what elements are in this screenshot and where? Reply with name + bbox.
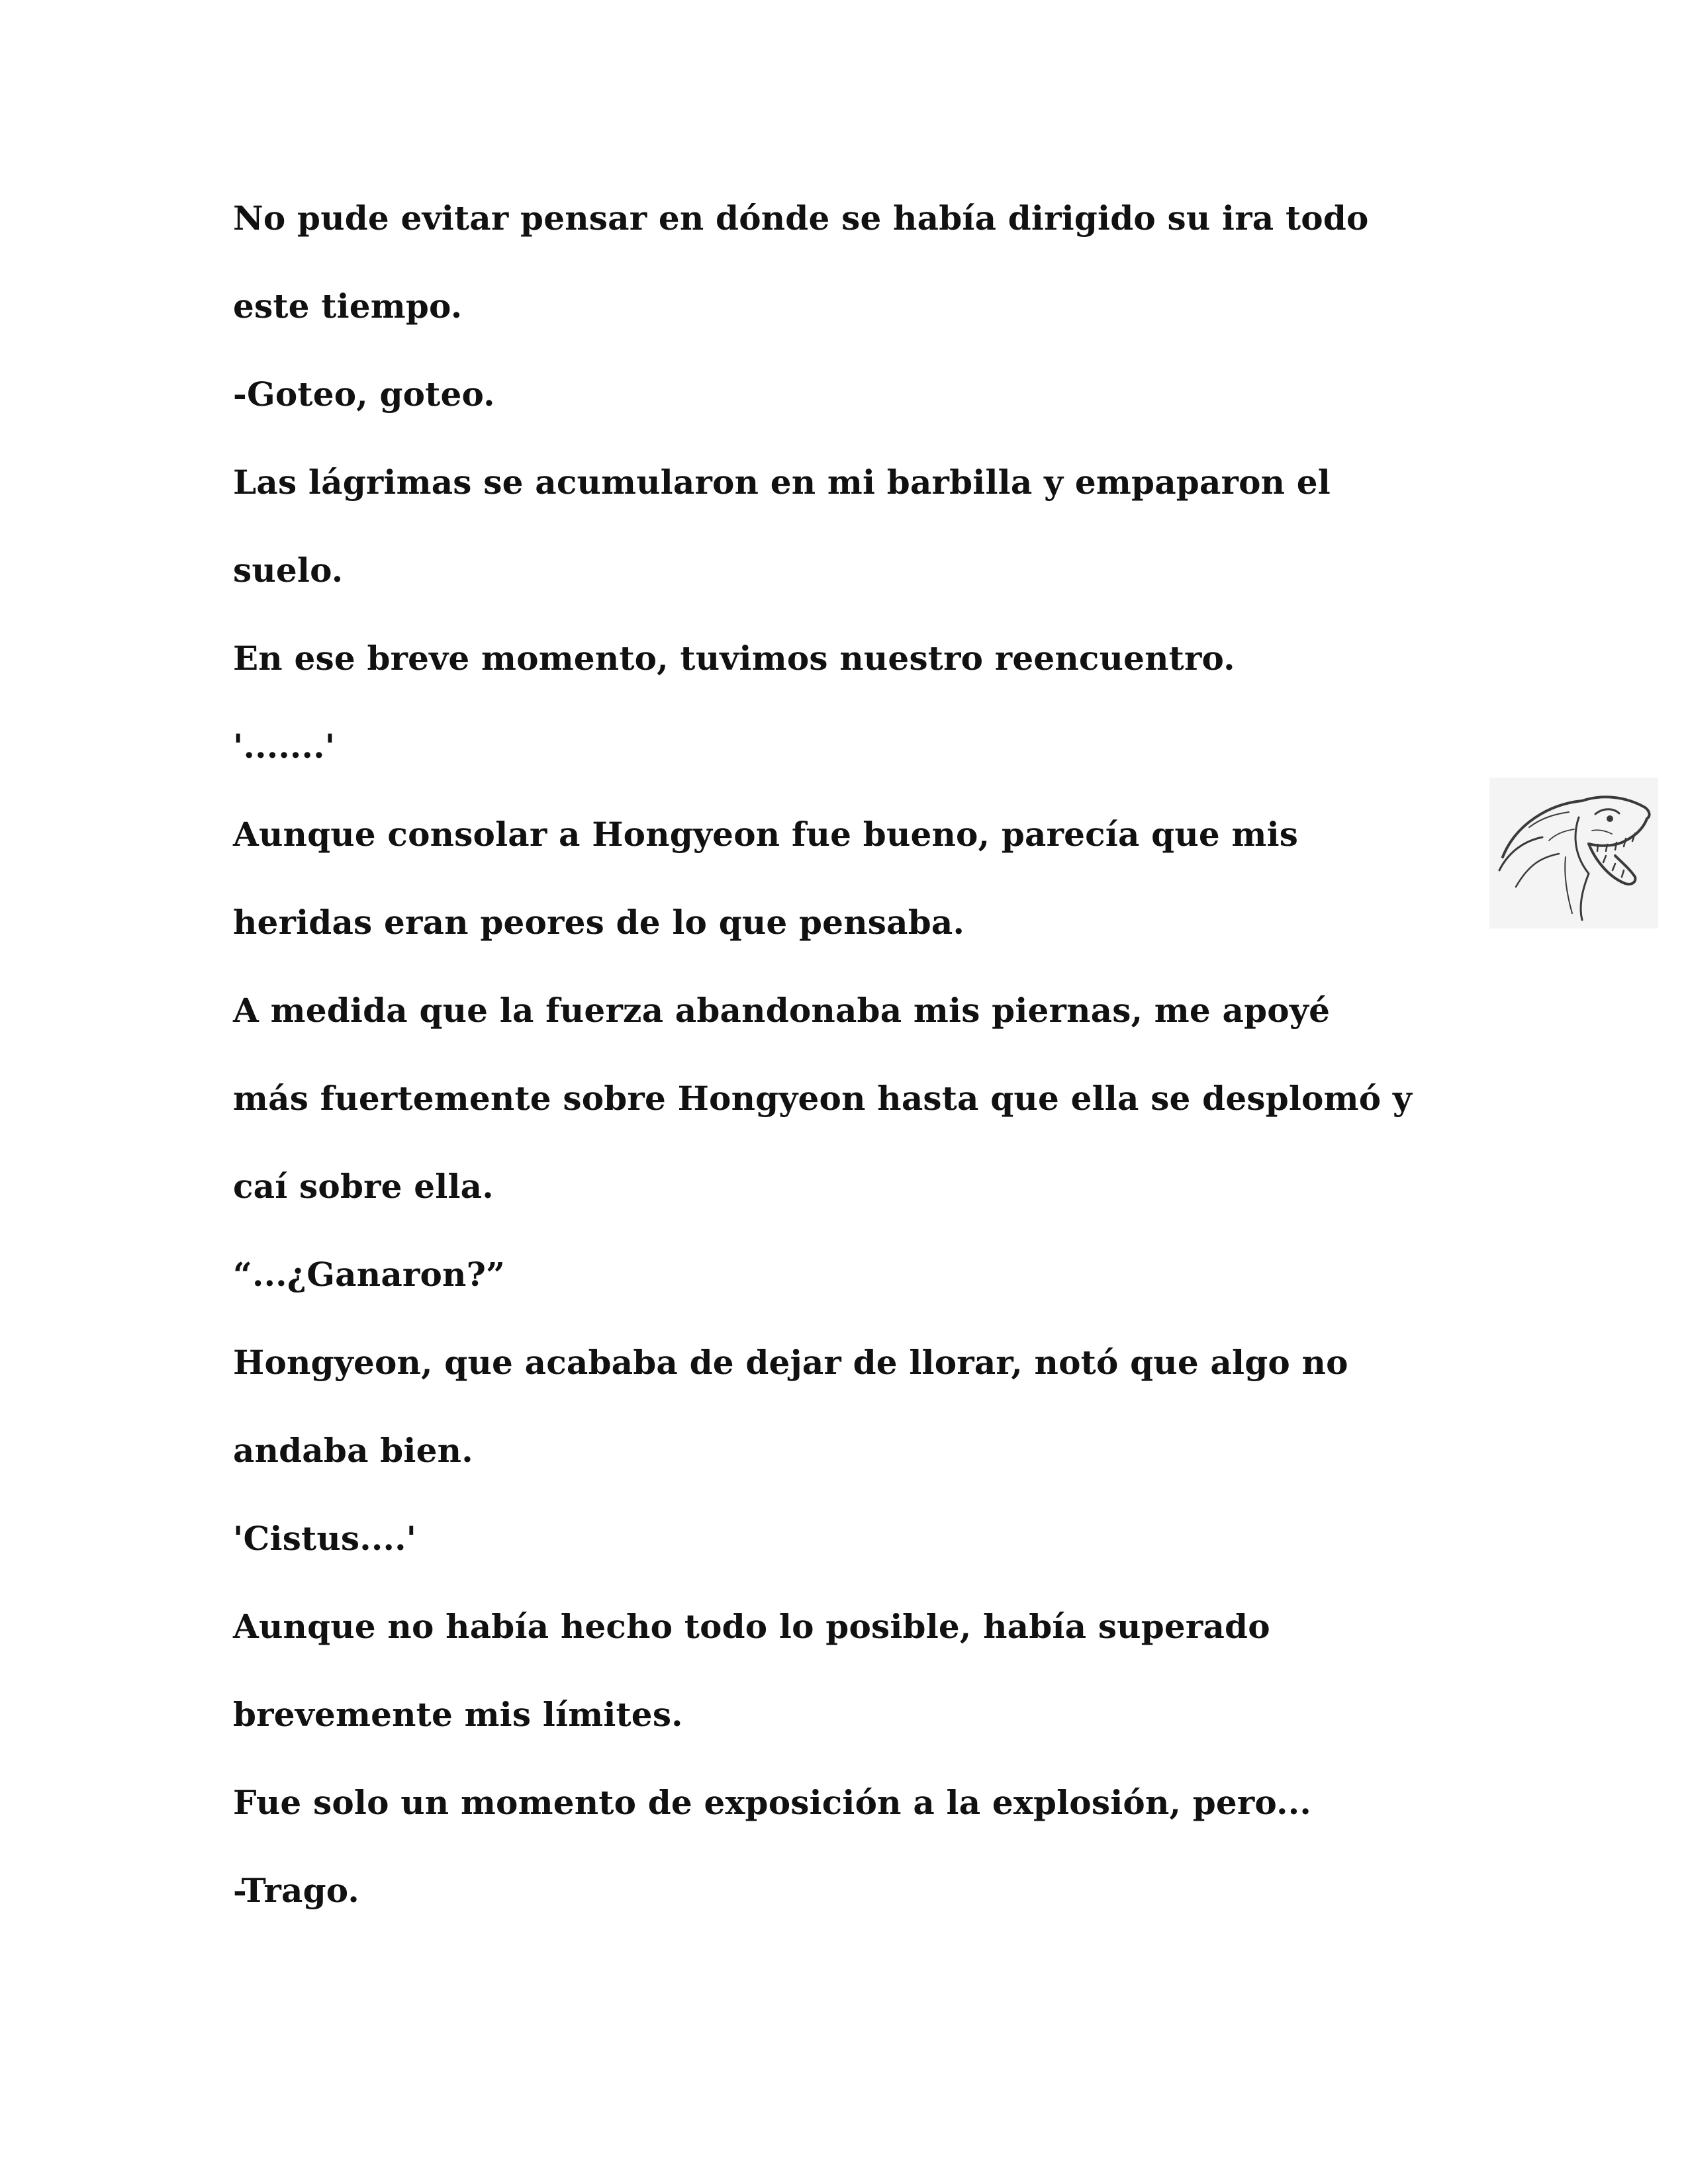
text-line: andaba bien. — [233, 1431, 473, 1470]
text-line: Hongyeon, que acababa de dejar de llorar, notó que algo no — [233, 1343, 1348, 1382]
text-line: heridas eran peores de lo que pensaba. — [233, 903, 965, 942]
text-line: Fue solo un momento de exposición a la explosión, pero... — [233, 1783, 1311, 1822]
text-line: más fuertemente sobre Hongyeon hasta que ella se desplomó y — [233, 1079, 1413, 1118]
text-line: '.......' — [233, 727, 336, 766]
text-line: No pude evitar pensar en dónde se había dirigido su ira todo — [233, 199, 1369, 238]
text-line: caí sobre ella. — [233, 1167, 494, 1206]
text-line: En ese breve momento, tuvimos nuestro reencuentro. — [233, 639, 1235, 678]
text-line: Aunque consolar a Hongyeon fue bueno, parecía que mis — [233, 815, 1299, 854]
text-line: Las lágrimas se acumularon en mi barbilla y empaparon el — [233, 463, 1331, 502]
text-line: -Goteo, goteo. — [233, 375, 495, 414]
text-line: Aunque no había hecho todo lo posible, había superado — [233, 1607, 1270, 1646]
text-line: 'Cistus....' — [233, 1519, 417, 1558]
dinosaur-head-icon — [1489, 778, 1658, 929]
text-line: brevemente mis límites. — [233, 1695, 683, 1734]
text-line: este tiempo. — [233, 287, 463, 326]
text-line: “...¿Ganaron?” — [233, 1255, 506, 1294]
text-line: suelo. — [233, 551, 344, 590]
text-line: -Trago. — [233, 1871, 360, 1910]
text-line: A medida que la fuerza abandonaba mis piernas, me apoyé — [233, 991, 1331, 1030]
